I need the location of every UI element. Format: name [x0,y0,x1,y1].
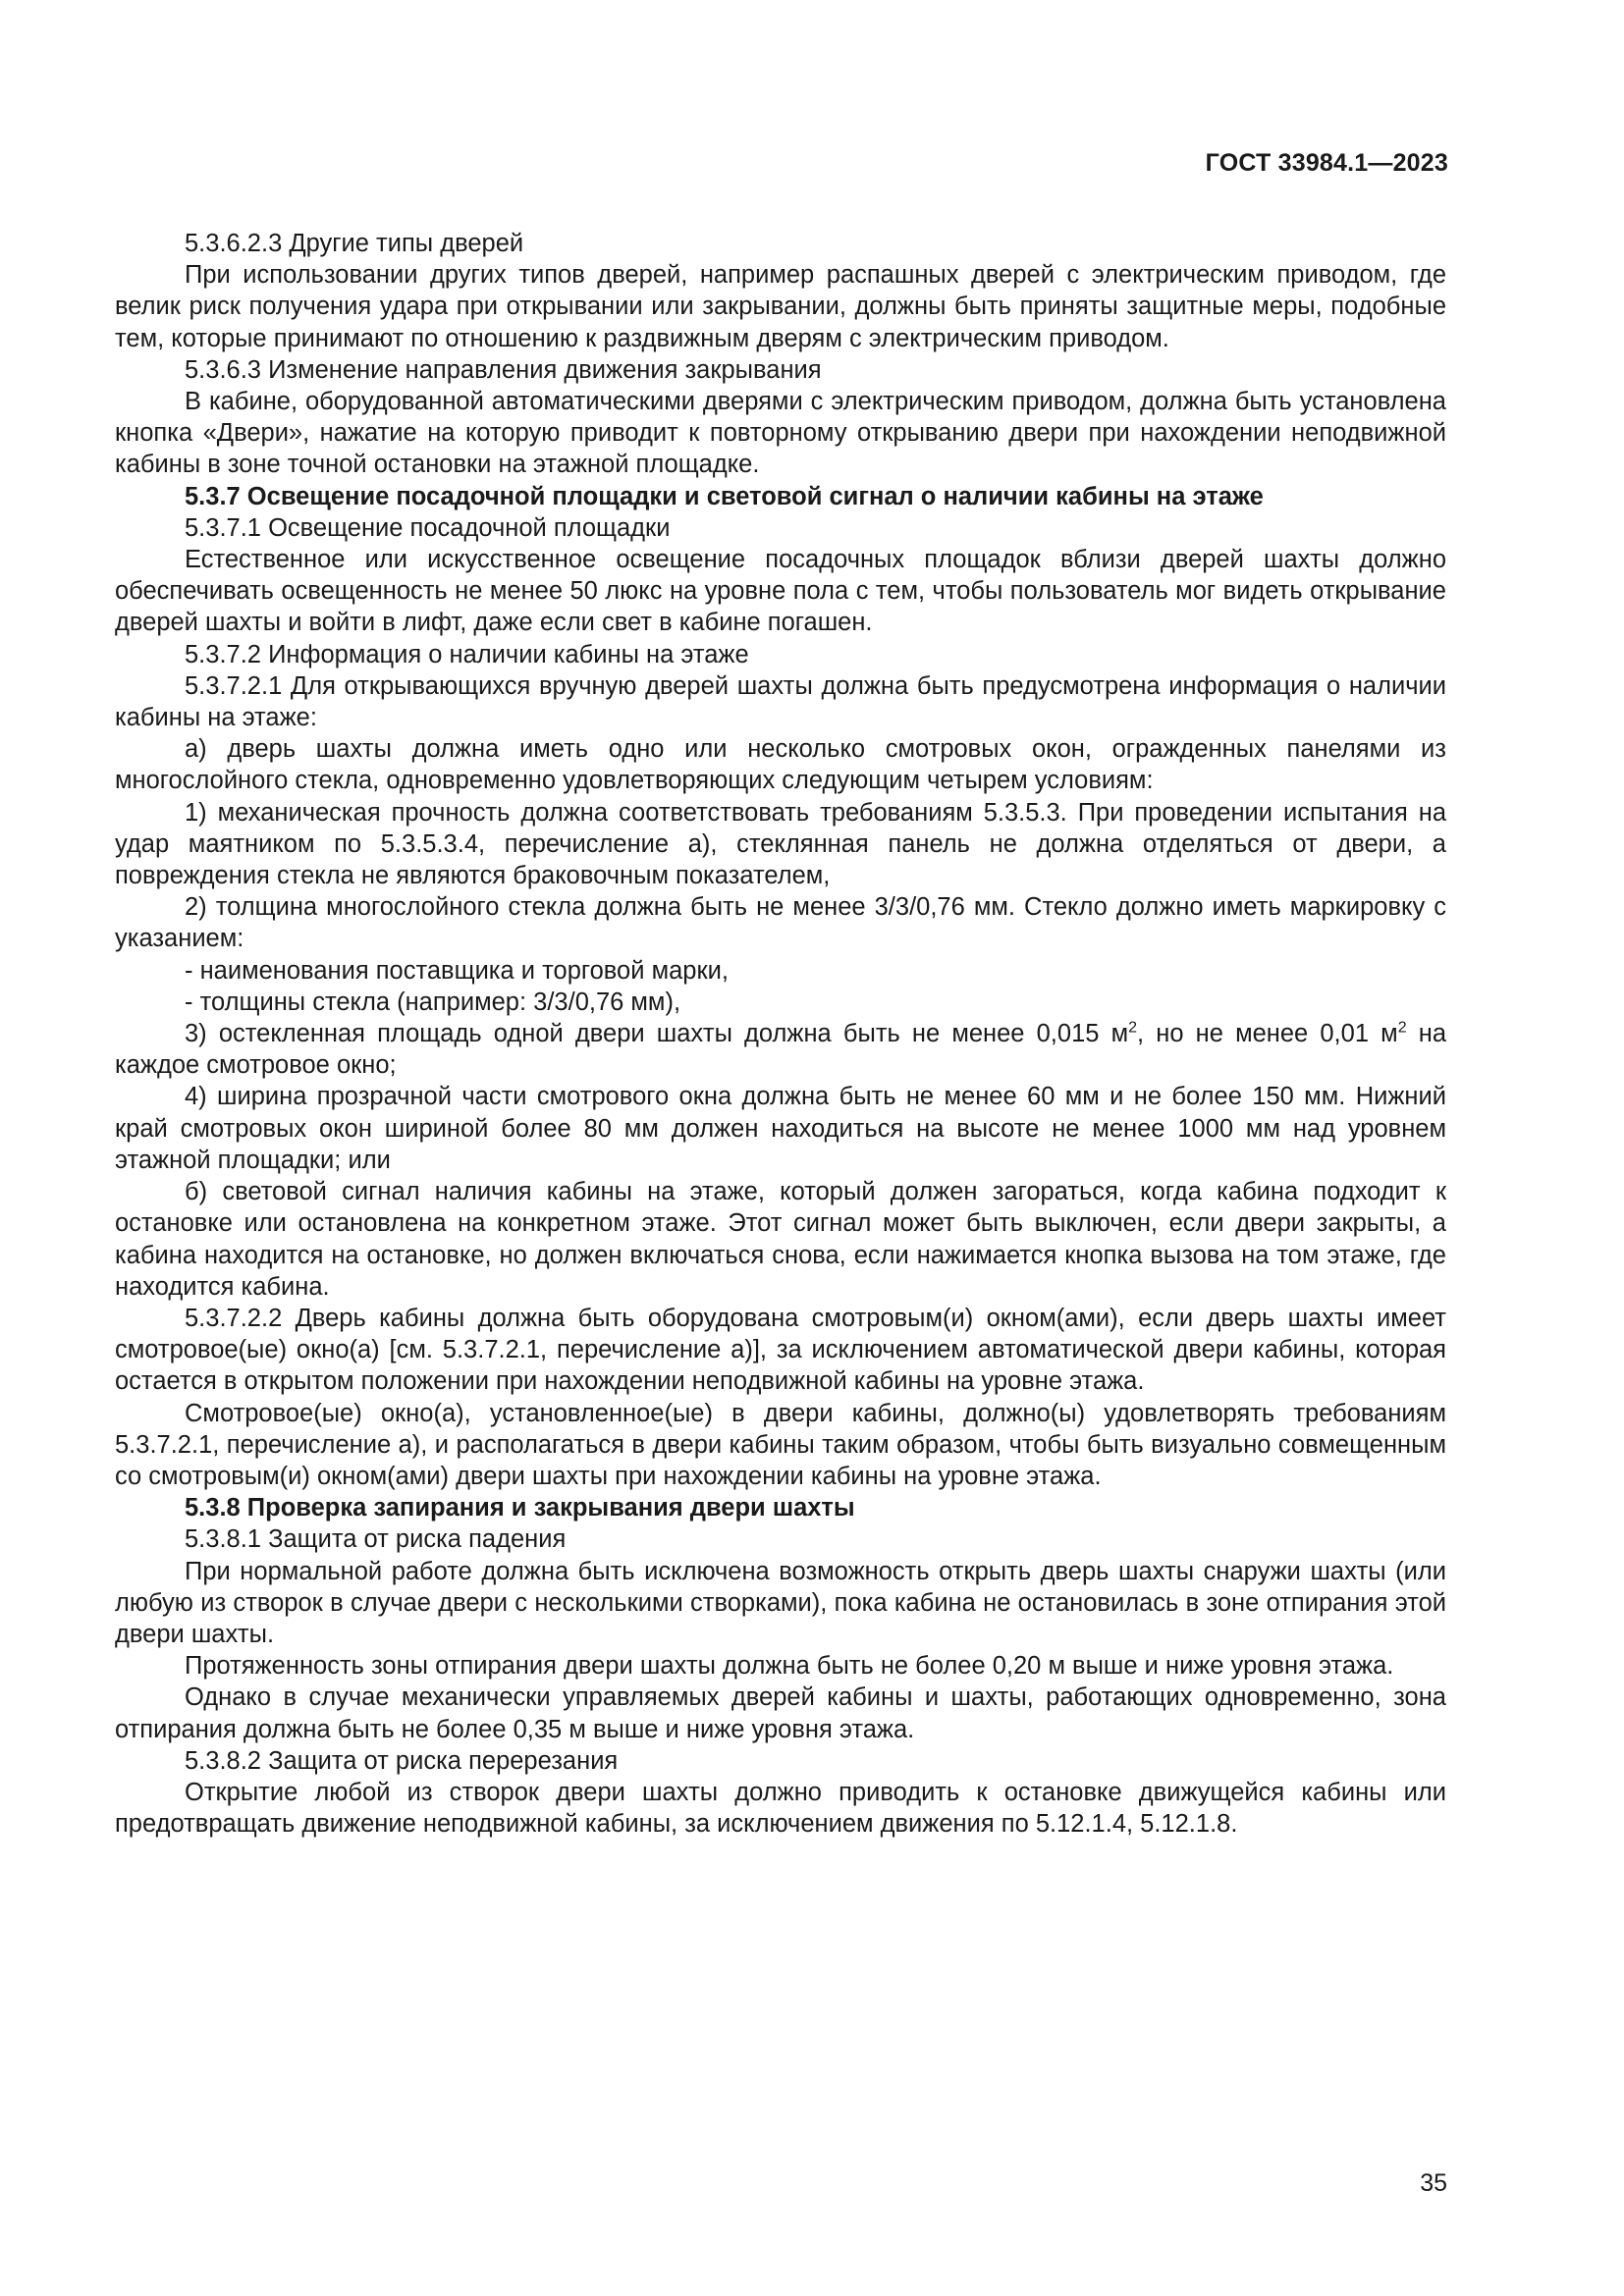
section-heading: 5.3.7 Освещение посадочной площадки и световой сигнал о наличии кабины на этаже [185,482,1264,510]
clause-heading: 5.3.6.3 Изменение направления движения закрывания [185,355,822,384]
area-text-2: , но не менее 0,01 м [1137,1020,1398,1048]
paragraph: Естественное или искусственное освещение посадочных площадок вблизи дверей шахты должно обеспечивать освещенность не менее 50 люкс на уровне пола с тем, чтобы пользователь мог видеть открывание дверей шахты и войти в лифт, даже если свет в кабине погашен. [115,546,1446,637]
clause-heading: 5.3.8.2 Защита от риска перерезания [185,1746,619,1775]
document-body [115,228,1446,1840]
area-text-3: на каждое смотровое окно; [115,1020,1447,1080]
page-number: 35 [1420,2169,1447,2197]
section-heading: 5.3.8 Проверка запирания и закрывания двери шахты [185,1494,855,1522]
clause-heading: 5.3.6.2.3 Другие типы дверей [185,230,524,257]
paragraph: Однако в случае механически управляемых дверей кабины и шахты, работающих одновременно, зона отпирания должна быть не более 0,35 м выше и ниже уровня этажа. [115,1683,1446,1743]
paragraph: В кабине, оборудованной автоматическими дверями с электрическим приводом, должна быть установлена кнопка «Двери», нажатие на которую приводит к повторному открыванию двери при нахождении неподвижной кабины в зоне точной остановки на этажной площадке. [115,388,1446,479]
area-text-1: 3) остекленная площадь одной двери шахты должна быть не менее 0,015 м [185,1020,1129,1048]
paragraph: При использовании других типов дверей, например распашных дверей с электрическим приводом, где велик риск получения удара при открывании или закрывании, должны быть приняты защитные меры, подобные тем, которые принимают по отношению к раздвижным дверям с электрическим приводом. [115,261,1446,352]
clause-heading: 5.3.8.1 Защита от риска падения [185,1525,567,1554]
superscript-1: 2 [1128,1019,1138,1037]
list-item: - толщины стекла (например: 3/3/0,76 мм), [185,988,681,1016]
paragraph: 5.3.7.2.2 Дверь кабины должна быть оборудована смотровым(и) окном(ами), если дверь шахты имеет смотровое(ые) окно(а) [см. 5.3.7.2.1, перечисление а)], за исключением автоматической двери кабины, которая остается в открытом положении при нахождении неподвижной кабины на уровне этажа. [115,1304,1446,1396]
list-item: б) световой сигнал наличия кабины на этаже, который должен загораться, когда кабина подходит к остановке или остановлена на конкретном этаже. Этот сигнал может быть выключен, если двери закрыты, а кабина находится на остановке, но должен включаться снова, если нажимается кнопка вызова на том этаже, где находится кабина. [115,1178,1446,1301]
list-item-area [115,1018,1446,1081]
clause-heading: 5.3.7.1 Освещение посадочной площадки [185,513,671,542]
clause-heading: 5.3.7.2 Информация о наличии кабины на этаже [185,640,749,668]
list-item: - наименования поставщика и торговой марки, [185,956,729,985]
paragraph: Открытие любой из створок двери шахты должно приводить к остановке движущейся кабины или предотвращать движение неподвижной кабины, за исключением движения по 5.12.1.4, 5.12.1.8. [115,1778,1446,1839]
paragraph: 5.3.7.2.1 Для открывающихся вручную дверей шахты должна быть предусмотрена информация о наличии кабины на этаже: [115,671,1446,732]
list-item: 1) механическая прочность должна соответствовать требованиям 5.3.5.3. При проведении испытания на удар маятником по 5.3.5.3.4, перечисление а), стеклянная панель не должна отделяться от двери, а повреждения стекла не являются браковочным показателем, [115,798,1446,890]
list-item: 4) ширина прозрачной части смотрового окна должна быть не менее 60 мм и не более 150 мм. Нижний край смотровых окон шириной более 80 мм должен находиться на высоте не менее 1000 мм над уровнем этажной площадки; или [115,1083,1446,1174]
paragraph: При нормальной работе должна быть исключена возможность открыть дверь шахты снаружи шахты (или любую из створок в случае двери с несколькими створками), пока кабина не остановилась в зоне отпирания этой двери шахты. [115,1557,1446,1648]
list-item: 2) толщина многослойного стекла должна быть не менее 3/3/0,76 мм. Стекло должно иметь маркировку с указанием: [115,893,1446,953]
superscript-2: 2 [1397,1019,1407,1037]
list-item: а) дверь шахты должна иметь одно или несколько смотровых окон, огражденных панелями из многослойного стекла, одновременно удовлетворяющих следующим четырем условиям: [115,735,1446,795]
paragraph: Смотровое(ые) окно(а), установленное(ые) в двери кабины, должно(ы) удовлетворять требованиям 5.3.7.2.1, перечисление а), и располагаться в двери кабины таким образом, чтобы быть визуально совмещенным со смотровым(и) окном(ами) двери шахты при нахождении кабины на уровне этажа. [115,1399,1446,1490]
document-code: ГОСТ 33984.1—2023 [1205,149,1448,177]
paragraph: Протяженность зоны отпирания двери шахты должна быть не более 0,20 м выше и ниже уровня этажа. [185,1652,1394,1681]
